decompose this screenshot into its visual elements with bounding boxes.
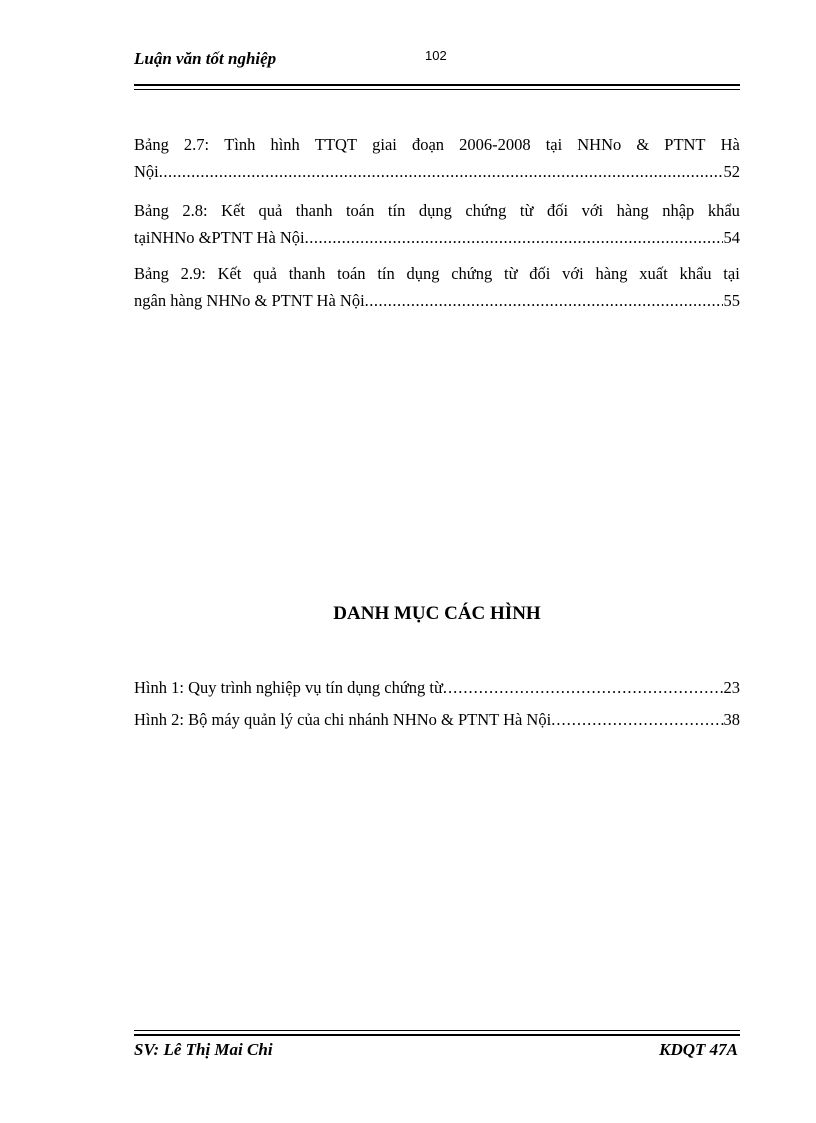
- table-list-item-line1: Bảng 2.8: Kết quả thanh toán tín dụng chứng từ đối với hàng nhập khẩu: [134, 201, 740, 220]
- page-number: 102: [425, 48, 447, 63]
- footer-class-code: KDQT 47A: [659, 1040, 738, 1059]
- dot-leader: [305, 224, 723, 251]
- table-list-item-line2: tạiNHNo &PTNT Hà Nội ..... 54: [134, 224, 740, 251]
- page-ref: 54: [723, 228, 740, 247]
- dot-leader: [365, 287, 723, 314]
- page-ref: 52: [723, 162, 740, 181]
- figure-list-item: [134, 675, 740, 701]
- figure-title: Hình 1: Quy trình nghiệp vụ tín dụng chứng từ: [134, 678, 443, 697]
- table-list-item-line1: Bảng 2.7: Tình hình TTQT giai đoạn 2006-2008 tại NHNo & PTNT Hà: [134, 135, 740, 154]
- page-ref: 38: [723, 710, 740, 729]
- table-list-item-line1: Bảng 2.9: Kết quả thanh toán tín dụng chứng từ đối với hàng xuất khẩu tại: [134, 264, 740, 283]
- page-ref: 23: [723, 678, 740, 697]
- table-list-item: [134, 197, 740, 251]
- figure-list-item: [134, 707, 740, 733]
- table-list-item: [134, 260, 740, 314]
- figure-title: Hình 2: Bộ máy quản lý của chi nhánh NHNo & PTNT Hà Nội: [134, 710, 552, 729]
- table-list-item-line2: ngân hàng NHNo & PTNT Hà Nội ..... 55: [134, 287, 740, 314]
- dot-leader: [551, 707, 723, 733]
- dot-leader: [159, 158, 723, 185]
- page-ref: 55: [723, 291, 740, 310]
- table-list-item-line2: Nội ..... 52: [134, 158, 740, 185]
- table-list-item: [134, 131, 740, 185]
- footer-student-name: SV: Lê Thị Mai Chi: [134, 1040, 273, 1059]
- header-title: Luận văn tốt nghiệp: [134, 49, 277, 68]
- dot-leader: [443, 675, 724, 701]
- figures-heading: DANH MỤC CÁC HÌNH: [333, 603, 541, 624]
